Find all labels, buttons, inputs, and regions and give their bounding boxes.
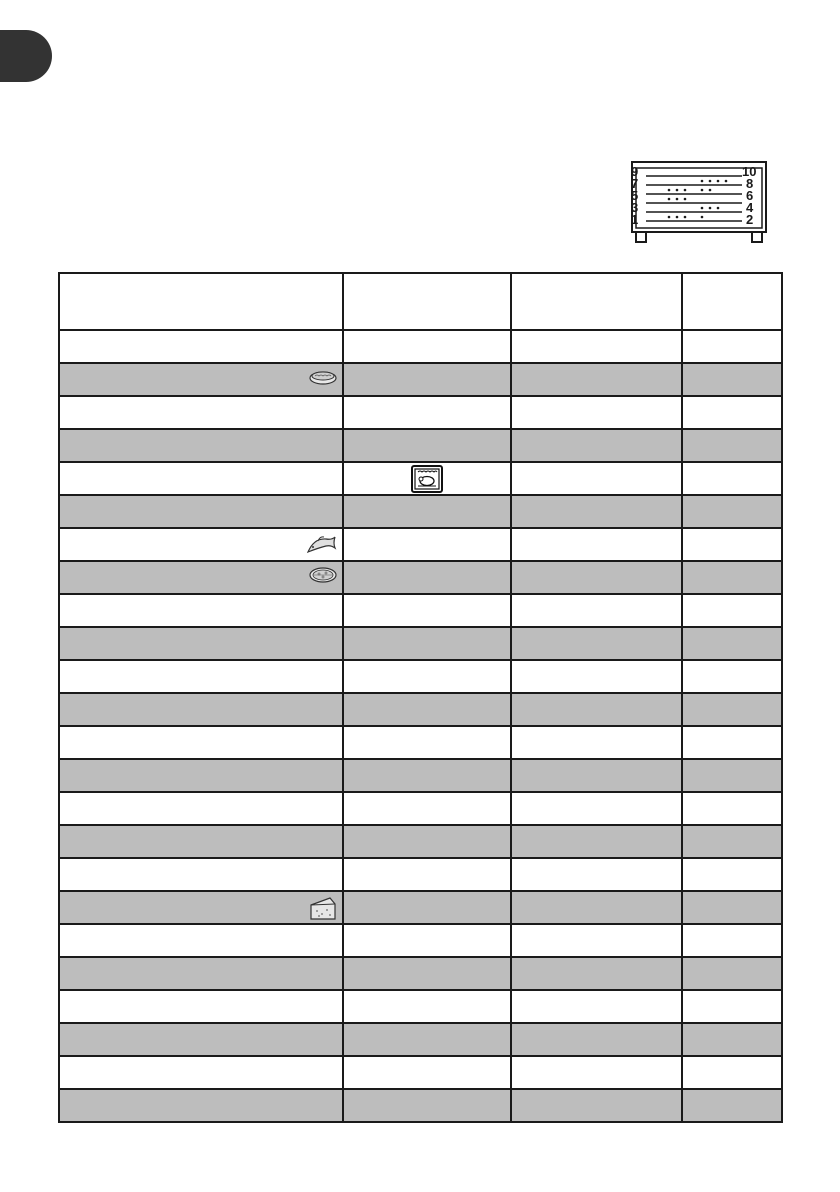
- table-row: [59, 858, 782, 891]
- cell-temperature: [511, 693, 681, 726]
- cell-food: [59, 726, 343, 759]
- cell-time: [682, 825, 782, 858]
- table-row: [59, 792, 782, 825]
- table-row: [59, 759, 782, 792]
- cell-time: [682, 363, 782, 396]
- table-row: [59, 891, 782, 924]
- cell-mode: [343, 396, 511, 429]
- cell-temperature: [511, 396, 681, 429]
- cell-temperature: [511, 924, 681, 957]
- cell-mode: [343, 1023, 511, 1056]
- cell-mode: [343, 495, 511, 528]
- cell-time: [682, 1089, 782, 1122]
- cell-mode: [343, 693, 511, 726]
- cell-food: [59, 363, 343, 396]
- cell-food: [59, 759, 343, 792]
- cell-mode: [343, 792, 511, 825]
- cell-temperature: [511, 759, 681, 792]
- cell-mode: [343, 462, 511, 495]
- cell-temperature: [511, 1023, 681, 1056]
- cell-time: [682, 858, 782, 891]
- table-row: [59, 1089, 782, 1122]
- column-header-time: [682, 273, 782, 330]
- cell-mode: [343, 330, 511, 363]
- cell-food: [59, 957, 343, 990]
- fish-icon: [304, 532, 338, 563]
- cell-time: [682, 990, 782, 1023]
- cell-food: [59, 561, 343, 594]
- cooking-guide-table: [58, 272, 783, 1123]
- cell-mode: [343, 924, 511, 957]
- table-row: [59, 396, 782, 429]
- cell-temperature: [511, 1056, 681, 1089]
- cell-temperature: [511, 990, 681, 1023]
- column-header-mode: [343, 273, 511, 330]
- table-row: [59, 528, 782, 561]
- oven-roast-chicken-icon: [410, 464, 444, 499]
- cell-temperature: [511, 825, 681, 858]
- table-row: [59, 990, 782, 1023]
- shelf-level-10: 10: [742, 164, 757, 179]
- table-header-row: [59, 273, 782, 330]
- cell-mode: [343, 363, 511, 396]
- cell-food: [59, 1089, 343, 1122]
- table-row: [59, 429, 782, 462]
- cell-food: [59, 627, 343, 660]
- cell-time: [682, 891, 782, 924]
- cell-temperature: [511, 1089, 681, 1122]
- cell-time: [682, 1056, 782, 1089]
- cell-temperature: [511, 429, 681, 462]
- cell-mode: [343, 759, 511, 792]
- cell-mode: [343, 825, 511, 858]
- shelf-level-4: 4: [746, 200, 754, 215]
- cell-time: [682, 924, 782, 957]
- cell-mode: [343, 561, 511, 594]
- cell-time: [682, 1023, 782, 1056]
- cell-food: [59, 429, 343, 462]
- cell-temperature: [511, 627, 681, 660]
- cell-temperature: [511, 561, 681, 594]
- shelf-level-6: 6: [746, 188, 754, 203]
- shelf-level-8: 8: [746, 176, 754, 191]
- cell-time: [682, 561, 782, 594]
- cell-time: [682, 429, 782, 462]
- cell-temperature: [511, 891, 681, 924]
- cell-time: [682, 528, 782, 561]
- table-row: [59, 1056, 782, 1089]
- cell-time: [682, 792, 782, 825]
- cell-mode: [343, 957, 511, 990]
- table-row: [59, 462, 782, 495]
- table-row: [59, 561, 782, 594]
- cell-time: [682, 594, 782, 627]
- shelf-level-3: 3: [631, 200, 639, 215]
- cell-food: [59, 891, 343, 924]
- cell-time: [682, 726, 782, 759]
- cell-food: [59, 396, 343, 429]
- table-row: [59, 1023, 782, 1056]
- table-row: [59, 957, 782, 990]
- shelf-level-7: 7: [631, 176, 639, 191]
- cell-food: [59, 528, 343, 561]
- table-row: [59, 363, 782, 396]
- column-header-food: [59, 273, 343, 330]
- table-row: [59, 495, 782, 528]
- cell-time: [682, 627, 782, 660]
- cell-food: [59, 990, 343, 1023]
- cell-food: [59, 1023, 343, 1056]
- cell-food: [59, 462, 343, 495]
- cell-time: [682, 693, 782, 726]
- cell-temperature: [511, 957, 681, 990]
- cell-temperature: [511, 792, 681, 825]
- section-tab-marker: [0, 30, 52, 82]
- cell-temperature: [511, 462, 681, 495]
- cell-temperature: [511, 594, 681, 627]
- shelf-level-1: 1: [631, 212, 639, 227]
- cell-temperature: [511, 330, 681, 363]
- pizza-icon: [308, 565, 338, 590]
- cell-mode: [343, 429, 511, 462]
- table-row: [59, 330, 782, 363]
- cell-temperature: [511, 495, 681, 528]
- cell-mode: [343, 990, 511, 1023]
- cell-temperature: [511, 726, 681, 759]
- cell-mode: [343, 858, 511, 891]
- cell-food: [59, 1056, 343, 1089]
- cell-temperature: [511, 858, 681, 891]
- cell-temperature: [511, 363, 681, 396]
- cell-food: [59, 693, 343, 726]
- table-row: [59, 924, 782, 957]
- shelf-level-9: 9: [631, 164, 639, 179]
- cell-mode: [343, 1056, 511, 1089]
- cell-food: [59, 330, 343, 363]
- cell-food: [59, 924, 343, 957]
- column-header-temperature: [511, 273, 681, 330]
- cell-mode: [343, 660, 511, 693]
- table-row: [59, 627, 782, 660]
- cell-mode: [343, 528, 511, 561]
- cell-time: [682, 957, 782, 990]
- shelf-level-5: 5: [631, 188, 639, 203]
- cell-food: [59, 825, 343, 858]
- cell-mode: [343, 1089, 511, 1122]
- table-row: [59, 660, 782, 693]
- shelf-level-2: 2: [746, 212, 754, 227]
- table-row: [59, 693, 782, 726]
- table-row: [59, 825, 782, 858]
- cell-food: [59, 792, 343, 825]
- cell-time: [682, 462, 782, 495]
- cell-mode: [343, 891, 511, 924]
- cell-mode: [343, 627, 511, 660]
- cell-time: [682, 759, 782, 792]
- pie-icon: [308, 367, 338, 392]
- table-row: [59, 594, 782, 627]
- cell-food: [59, 660, 343, 693]
- cell-food: [59, 594, 343, 627]
- cell-temperature: [511, 660, 681, 693]
- cell-food: [59, 495, 343, 528]
- cell-time: [682, 330, 782, 363]
- cell-mode: [343, 594, 511, 627]
- cell-food: [59, 858, 343, 891]
- cell-temperature: [511, 528, 681, 561]
- cell-mode: [343, 726, 511, 759]
- table-row: [59, 726, 782, 759]
- cell-time: [682, 495, 782, 528]
- oven-shelf-levels-diagram: [624, 154, 774, 246]
- cell-time: [682, 660, 782, 693]
- cell-time: [682, 396, 782, 429]
